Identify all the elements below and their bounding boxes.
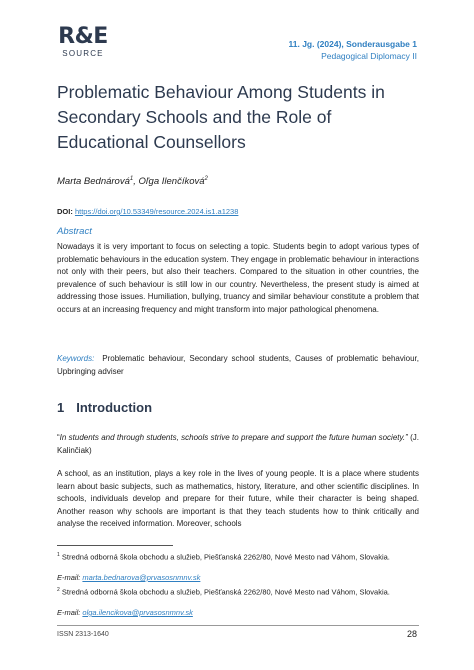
doi-link[interactable]: https://doi.org/10.53349/resource.2024.is1.a1238 [74, 207, 239, 216]
abstract-heading: Abstract [57, 226, 92, 237]
footnote-divider [57, 545, 173, 546]
author-affiliation-mark: 1 [129, 176, 134, 182]
author-name: Oľga Ilenčíková [138, 176, 205, 188]
keywords-text: Problematic behaviour, Secondary school students, Causes of problematic behaviour, Upbringing adviser [57, 354, 419, 376]
section-number: 1 [57, 400, 65, 415]
email-label: E-mail: [57, 608, 83, 617]
author-name: Marta Bednárová [57, 176, 130, 188]
logo-subtitle: SOURCE [62, 49, 104, 58]
email-link[interactable]: olga.ilencikova@prvasosnmnv.sk [82, 608, 193, 617]
author-separator: , [133, 176, 139, 188]
section-title: Introduction [76, 400, 153, 415]
author-affiliation-mark: 2 [204, 176, 208, 182]
footnote-email-line [57, 573, 419, 584]
article-title: Problematic Behaviour Among Students in Secondary Schools and the Role of Educational Counsellors [57, 82, 385, 152]
keywords-label: Keywords: [57, 354, 95, 363]
doi-line [57, 207, 238, 216]
epigraph-quote [57, 432, 419, 457]
author-line [57, 176, 208, 187]
quote-source: (J. Kalinčiak) [57, 433, 419, 455]
body-paragraph: A school, as an institution, plays a key role in the lives of young people. It is a place where students learn about basic subjects, such as mathematics, history, literature, and other scientific disciplines. In schools, individuals develop and prepare for their future, while their character is being shaped. Another reason why schools are important is that they teach students how to think critically and analyse the received information. Moreover, schools [57, 469, 419, 528]
footnote-text: Stredná odborná škola obchodu a služieb, Piešťanská 2262/80, Nové Mesto nad Váhom, Slovakia. [59, 587, 390, 597]
section-heading [57, 400, 152, 415]
footnote-mark: 2 [57, 587, 60, 593]
footnote-email-line [57, 608, 419, 619]
footnote-mark: 1 [57, 552, 60, 558]
quote-open-mark: “ [57, 433, 60, 442]
keywords [57, 353, 419, 378]
email-label: E-mail: [57, 573, 83, 582]
footnote [57, 585, 419, 598]
doi-label: DOI: [57, 207, 73, 216]
logo-wordmark: R&E [58, 24, 108, 49]
journal-logo [57, 26, 109, 59]
issue-special-title: Pedagogical Diplomacy II [321, 51, 417, 61]
footnote-text: Stredná odborná škola obchodu a služieb, Piešťanská 2262/80, Nové Mesto nad Váhom, Slovakia. [59, 552, 390, 562]
footer-divider [57, 625, 419, 626]
page-number: 28 [406, 629, 417, 639]
issue-volume: 11. Jg. (2024), Sonderausgabe 1 [288, 39, 417, 49]
email-link[interactable]: marta.bednarova@prvasosnmnv.sk [82, 573, 201, 582]
footnote [57, 550, 419, 563]
issn: ISSN 2313-1640 [57, 631, 109, 638]
quote-text: In students and through students, schools strive to prepare and support the future human society.” [59, 433, 408, 442]
abstract-text: Nowadays it is very important to focus on selecting a topic. Students begin to adopt various types of problematic behaviours in the education system. They engage in problematic behaviour in interactions not only with their peers, but also their teachers. Compared to the situation in other countries, the prevalence of such behaviour is still low in our country. Nevertheless, the present study is aimed at addressing those issues. Humiliation, bullying, truancy and similar behaviour constitute a problem that occurs at an increasing frequency and might transform into major pathological phenomena. [57, 242, 419, 314]
issue-info [288, 38, 417, 62]
